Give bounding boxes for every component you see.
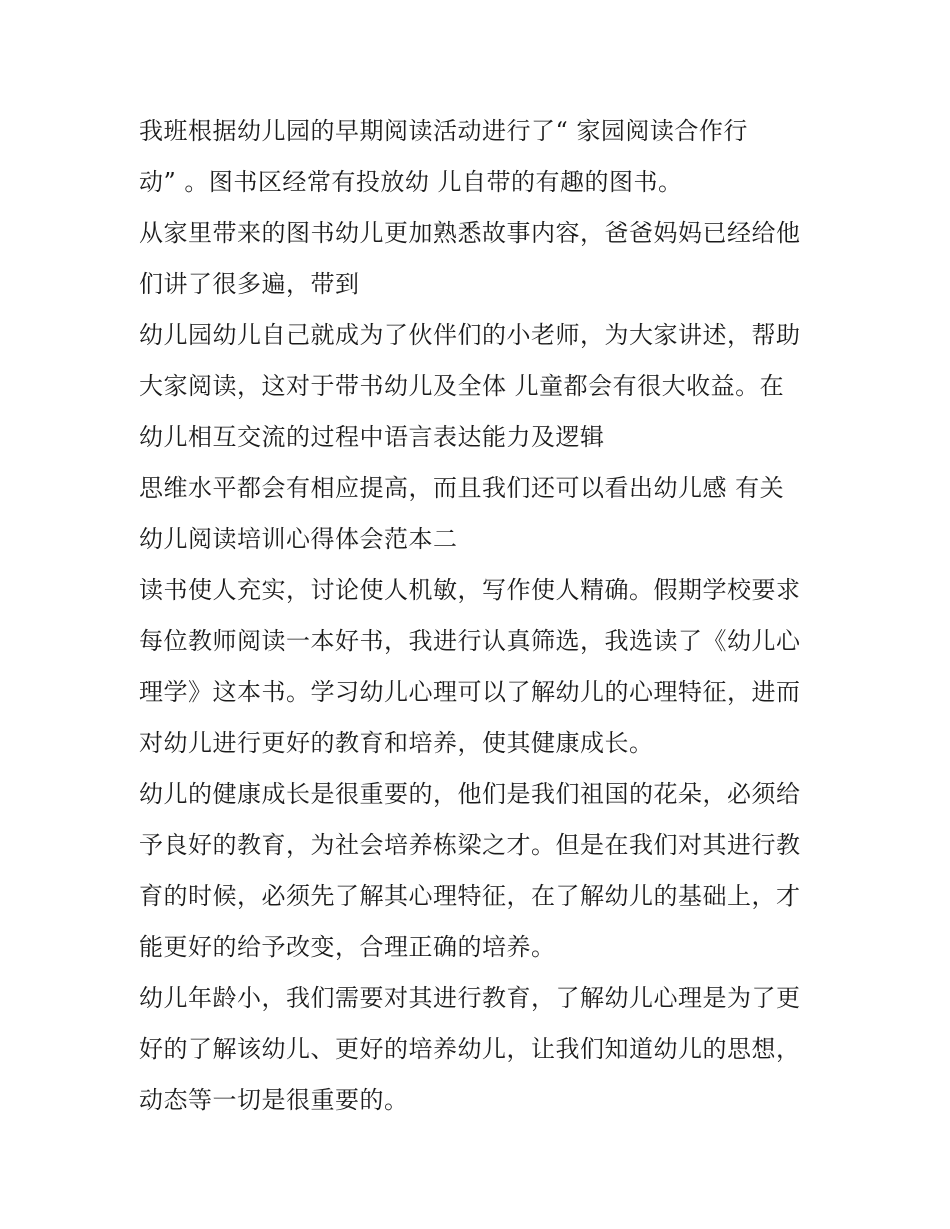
text-line: 育的时候，必须先了解其心理特征，在了解幼儿的基础上，才 bbox=[139, 882, 801, 910]
text-line: 幼儿园幼儿自己就成为了伙伴们的小老师，为大家讲述，帮助 bbox=[139, 321, 801, 349]
document-body bbox=[139, 106, 829, 1126]
text-line: 幼儿相互交流的过程中语言表达能力及逻辑 bbox=[139, 423, 605, 451]
text-line: 们讲了很多遍，带到 bbox=[139, 270, 360, 298]
text-line: 动态等一切是很重要的。 bbox=[139, 1086, 409, 1114]
text-line: 幼儿的健康成长是很重要的，他们是我们祖国的花朵，必须给 bbox=[139, 780, 801, 808]
text-line: 读书使人充实，讨论使人机敏，写作使人精确。假期学校要求 bbox=[139, 576, 801, 604]
text-line: 大家阅读，这对于带书幼儿及全体 儿童都会有很大收益。在 bbox=[139, 372, 785, 400]
text-line: 予良好的教育，为社会培养栋梁之才。但是在我们对其进行教 bbox=[139, 831, 801, 859]
text-line: 从家里带来的图书幼儿更加熟悉故事内容，爸爸妈妈已经给他 bbox=[139, 219, 801, 247]
text-line: 对幼儿进行更好的教育和培养，使其健康成长。 bbox=[139, 729, 654, 757]
text-line: 能更好的给予改变，合理正确的培养。 bbox=[139, 933, 556, 961]
text-line: 幼儿年龄小，我们需要对其进行教育，了解幼儿心理是为了更 bbox=[139, 984, 801, 1012]
section-heading: 幼儿阅读培训心得体会范本二 bbox=[139, 525, 458, 553]
text-line: 每位教师阅读一本好书，我进行认真筛选，我选读了《幼儿心 bbox=[139, 627, 801, 655]
text-line: 动” 。图书区经常有投放幼 儿自带的有趣的图书。 bbox=[139, 168, 683, 196]
text-line: 思维水平都会有相应提高，而且我们还可以看出幼儿感 有关 bbox=[139, 474, 785, 502]
text-line: 好的了解该幼儿、更好的培养幼儿，让我们知道幼儿的思想， bbox=[139, 1035, 801, 1063]
text-line: 理学》这本书。学习幼儿心理可以了解幼儿的心理特征，进而 bbox=[139, 678, 801, 706]
text-line: 我班根据幼儿园的早期阅读活动进行了“ 家园阅读合作行 bbox=[139, 117, 748, 145]
